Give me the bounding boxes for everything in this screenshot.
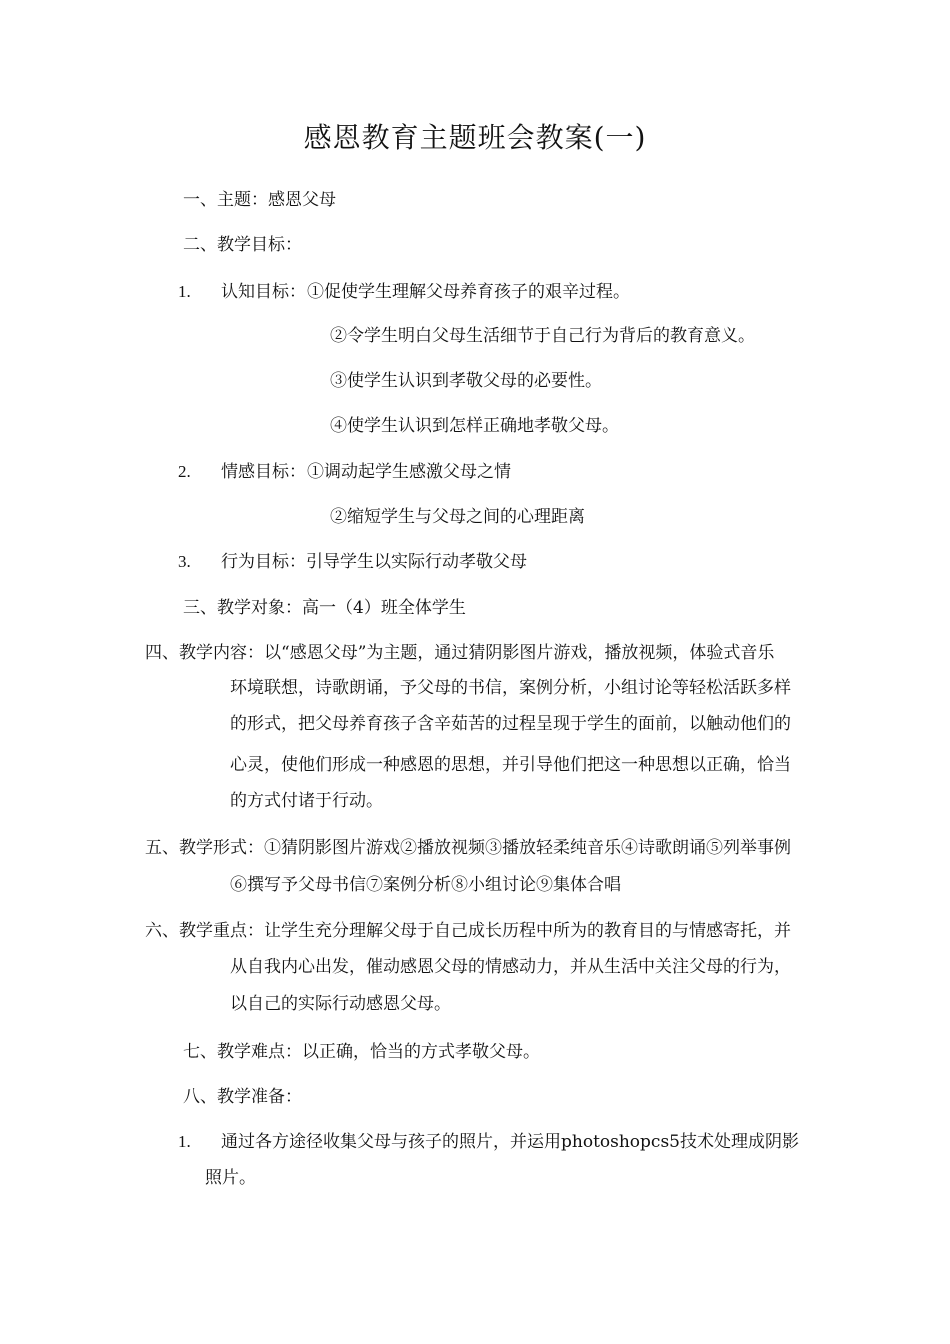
section-content-line: 环境联想，诗歌朗诵，予父母的书信，案例分析，小组讨论等轻松活跃多样 bbox=[230, 678, 791, 698]
section-preparation-heading: 八、教学准备： bbox=[183, 1087, 302, 1107]
objective-2-number: 2. bbox=[178, 462, 191, 481]
preparation-1-line: 照片。 bbox=[205, 1168, 256, 1188]
objective-1-number: 1. bbox=[178, 282, 191, 301]
section-difficulty: 七、教学难点：以正确，恰当的方式孝敬父母。 bbox=[183, 1042, 540, 1062]
section-content-line: 心灵，使他们形成一种感恩的思想，并引导他们把这一种思想以正确，恰当 bbox=[230, 755, 791, 775]
section-focus-line: 从自我内心出发，催动感恩父母的情感动力，并从生活中关注父母的行为， bbox=[230, 957, 791, 977]
objective-1-label: 认知目标： bbox=[221, 282, 306, 302]
document-title: 感恩教育主题班会教案(一) bbox=[303, 121, 647, 154]
section-objectives-heading: 二、教学目标： bbox=[183, 235, 302, 255]
section-focus-line: 以自己的实际行动感恩父母。 bbox=[230, 994, 451, 1014]
objective-3-text: 行为目标：引导学生以实际行动孝敬父母 bbox=[221, 552, 527, 572]
objective-2-item: ①调动起学生感激父母之情 bbox=[307, 462, 511, 482]
section-format-line: ⑥撰写予父母书信⑦案例分析⑧小组讨论⑨集体合唱 bbox=[230, 875, 621, 895]
objective-1-item: ②令学生明白父母生活细节于自己行为背后的教育意义。 bbox=[330, 326, 755, 346]
objective-2-item: ②缩短学生与父母之间的心理距离 bbox=[330, 507, 585, 527]
objective-1-item: ③使学生认识到孝敬父母的必要性。 bbox=[330, 371, 602, 391]
objective-1-item: ④使学生认识到怎样正确地孝敬父母。 bbox=[330, 416, 619, 436]
section-content-line: 的方式付诸于行动。 bbox=[230, 791, 383, 811]
preparation-1-number: 1. bbox=[178, 1132, 191, 1151]
section-focus-line: 六、教学重点：让学生充分理解父母于自己成长历程中所为的教育目的与情感寄托，并 bbox=[145, 921, 791, 941]
objective-2-label: 情感目标： bbox=[221, 462, 306, 482]
section-audience: 三、教学对象：高一（4）班全体学生 bbox=[183, 598, 466, 618]
section-theme: 一、主题：感恩父母 bbox=[183, 190, 336, 210]
section-content-line: 的形式，把父母养育孩子含辛茹苦的过程呈现于学生的面前，以触动他们的 bbox=[230, 714, 791, 734]
preparation-1-line: 通过各方途径收集父母与孩子的照片，并运用photoshopcs5技术处理成阴影 bbox=[221, 1132, 799, 1152]
section-content-line: 四、教学内容：以“感恩父母”为主题，通过猜阴影图片游戏，播放视频，体验式音乐 bbox=[145, 643, 775, 663]
section-format-line: 五、教学形式：①猜阴影图片游戏②播放视频③播放轻柔纯音乐④诗歌朗诵⑤列举事例 bbox=[145, 838, 791, 858]
objective-3-number: 3. bbox=[178, 552, 191, 571]
objective-1-item: ①促使学生理解父母养育孩子的艰辛过程。 bbox=[307, 282, 630, 302]
